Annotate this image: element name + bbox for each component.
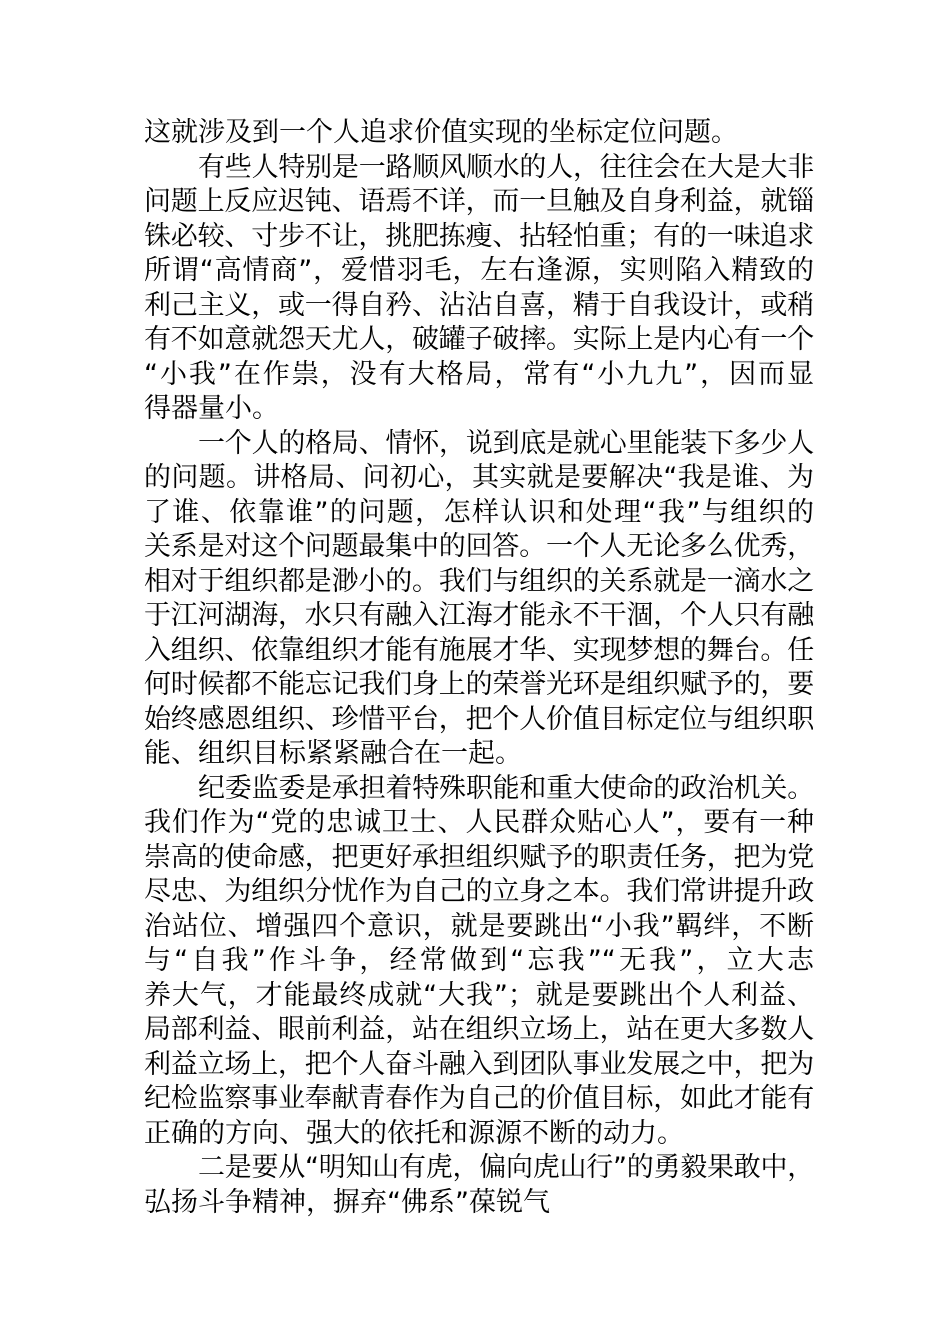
text-line: 相对于组织都是渺小的。我们与组织的关系就是一滴水之 — [144, 565, 814, 597]
text-line: “小我”在作祟，没有大格局，常有“小九九”，因而显 — [144, 358, 814, 390]
text-line: 我们作为“党的忠诚卫士、人民群众贴心人”，要有一种 — [144, 807, 814, 838]
text-line: 入组织、依靠组织才能有施展才华、实现梦想的舞台。任 — [144, 634, 814, 666]
text-line: 的问题。讲格局、问初心，其实就是要解决“我是谁、为 — [144, 462, 814, 493]
text-line: 利益立场上，把个人奋斗融入到团队事业发展之中，把为 — [144, 1048, 814, 1080]
text-line: 利己主义，或一得自矜、沾沾自喜，精于自我设计，或稍 — [144, 289, 814, 321]
text-line: 与“自我”作斗争，经常做到“忘我”“无我”，立大志 — [144, 945, 814, 976]
text-line: 纪委监委是承担着特殊职能和重大使命的政治机关。 — [198, 772, 814, 804]
text-line: 二是要从“明知山有虎，偏向虎山行”的勇毅果敢中， — [198, 1152, 814, 1183]
text-line: 所谓“高情商”，爱惜羽毛，左右逢源，实则陷入精致的 — [144, 255, 814, 286]
text-line: 有些人特别是一路顺风顺水的人，往往会在大是大非 — [198, 151, 814, 183]
text-line: 弘扬斗争精神，摒弃“佛系”葆锐气 — [144, 1186, 550, 1218]
text-line: 纪检监察事业奉献青春作为自己的价值目标，如此才能有 — [144, 1083, 814, 1114]
text-line: 关系是对这个问题最集中的回答。一个人无论多么优秀， — [144, 531, 814, 562]
text-line: 能、组织目标紧紧融合在一起。 — [144, 738, 522, 769]
text-line: 问题上反应迟钝、语焉不详，而一旦触及自身利益，就锱 — [144, 186, 814, 217]
text-line: 一个人的格局、情怀，说到底是就心里能装下多少人 — [198, 427, 814, 459]
text-line: 铢必较、寸步不让，挑肥拣瘦、拈轻怕重；有的一味追求 — [144, 220, 814, 252]
text-line: 正确的方向、强大的依托和源源不断的动力。 — [144, 1117, 684, 1149]
text-line: 何时候都不能忘记我们身上的荣誉光环是组织赋予的，要 — [144, 669, 814, 700]
text-line: 于江河湖海，水只有融入江海才能永不干涸，个人只有融 — [144, 600, 814, 631]
text-line: 有不如意就怨天尤人，破罐子破摔。实际上是内心有一个 — [144, 324, 814, 355]
text-line: 这就涉及到一个人追求价值实现的坐标定位问题。 — [144, 117, 738, 148]
document-body — [144, 116, 814, 1220]
text-line: 养大气，才能最终成就“大我”；就是要跳出个人利益、 — [144, 979, 814, 1011]
text-line: 治站位、增强四个意识，就是要跳出“小我”羁绊，不断 — [144, 910, 814, 942]
text-line: 尽忠、为组织分忧作为自己的立身之本。我们常讲提升政 — [144, 876, 814, 907]
text-line: 得器量小。 — [144, 393, 279, 424]
text-line: 局部利益、眼前利益，站在组织立场上，站在更大多数人 — [144, 1014, 814, 1045]
text-line: 崇高的使命感，把更好承担组织赋予的职责任务，把为党 — [144, 841, 814, 873]
text-line: 了谁、依靠谁”的问题，怎样认识和处理“我”与组织的 — [144, 496, 814, 528]
text-line: 始终感恩组织、珍惜平台，把个人价值目标定位与组织职 — [144, 703, 814, 735]
